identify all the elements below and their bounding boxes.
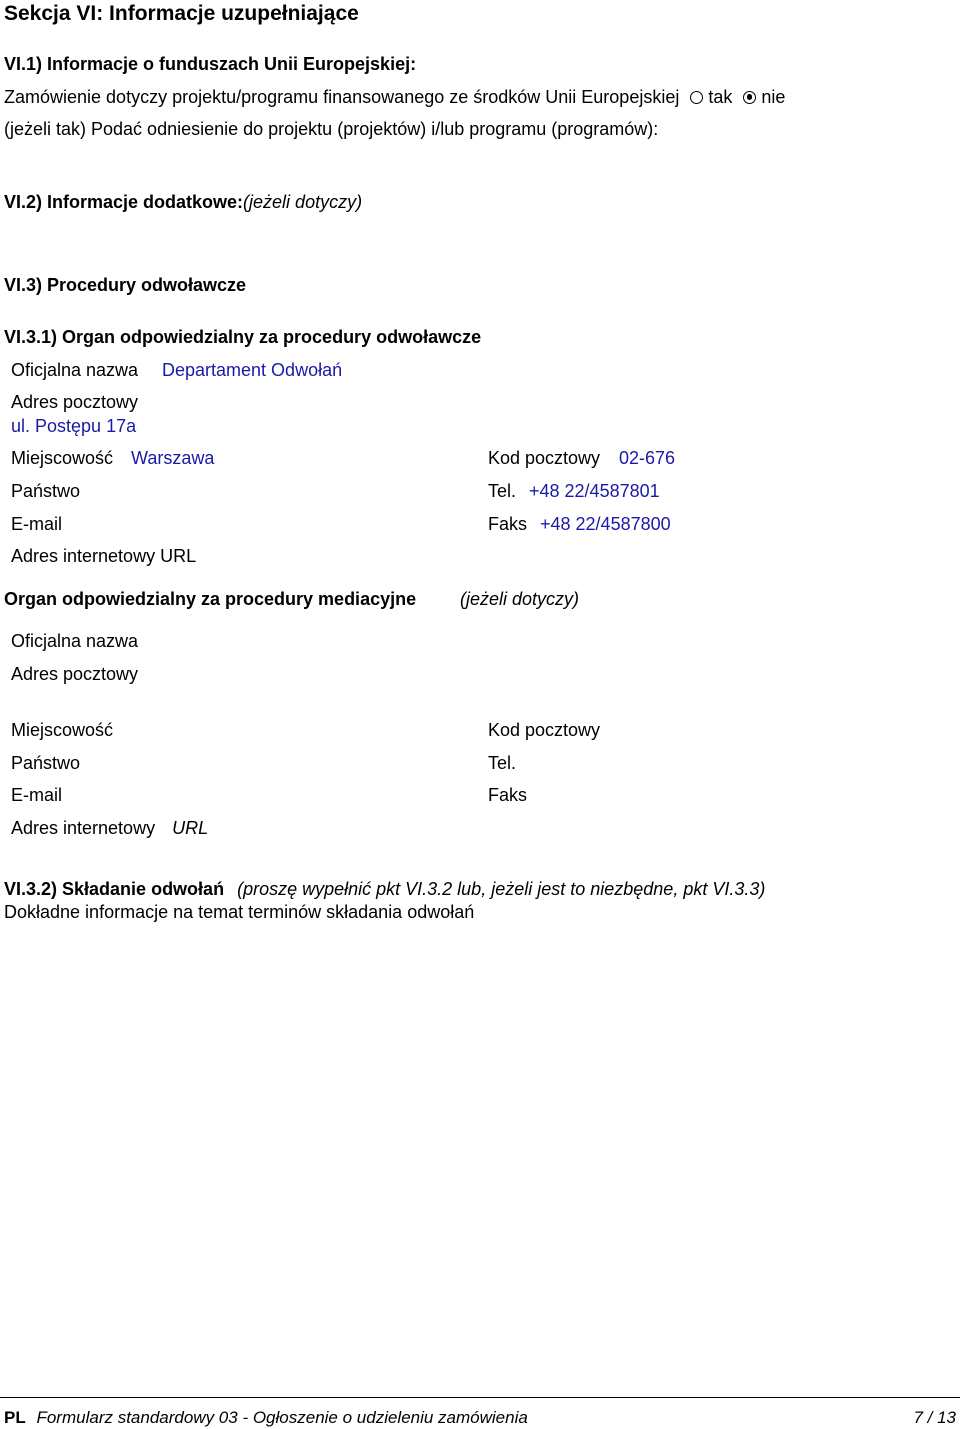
organ-phone-label: Tel.: [488, 481, 517, 501]
footer-form-name: Formularz standardowy 03 - Ogłoszenie o udzieleniu zamówienia: [36, 1408, 528, 1427]
mediation-name-label: Oficjalna nazwa: [11, 631, 139, 651]
organ-email-label: E-mail: [11, 514, 63, 534]
organ-postcode-label: Kod pocztowy: [488, 448, 601, 468]
eu-funds-question-text: Zamówienie dotyczy projektu/programu finansowanego ze środków Unii Europejskiej: [4, 87, 680, 107]
organ-name-value: Departament Odwołań: [162, 360, 343, 380]
eu-project-reference: (jeżeli tak) Podać odniesienie do projektu (projektów) i/lub programu (programów):: [4, 119, 659, 139]
mediation-fax-label: Faks: [488, 785, 528, 805]
mediation-email-label: E-mail: [11, 785, 63, 805]
appeals-heading: VI.3.2) Składanie odwołań: [4, 879, 225, 899]
mediation-url-label-text: Adres internetowy: [11, 818, 156, 838]
footer: [4, 1408, 528, 1428]
footer-lang: PL: [4, 1408, 26, 1427]
mediation-address-label: Adres pocztowy: [11, 664, 139, 684]
vi2-heading-note: (jeżeli dotyczy): [243, 192, 363, 212]
appeals-heading-note: (proszę wypełnić pkt VI.3.2 lub, jeżeli jest to niezbędne, pkt VI.3.3): [237, 879, 766, 899]
organ-name-label: Oficjalna nazwa: [11, 360, 139, 380]
organ-city-value: Warszawa: [131, 448, 215, 468]
organ-fax-label: Faks: [488, 514, 528, 534]
mediation-postcode-label: Kod pocztowy: [488, 720, 601, 740]
footer-page-number: 7 / 13: [913, 1408, 956, 1427]
organ-address-value: ul. Postępu 17a: [11, 416, 137, 436]
vi31-heading: VI.3.1) Organ odpowiedzialny za procedury odwoławcze: [4, 327, 482, 347]
radio-no[interactable]: [743, 91, 756, 104]
vi3-heading: VI.3) Procedury odwoławcze: [4, 275, 247, 295]
vi2-heading-line: [4, 192, 362, 214]
radio-yes-label: tak: [708, 87, 733, 107]
mediation-url-suffix: URL: [172, 818, 209, 838]
organ-fax-value: +48 22/4587800: [540, 514, 671, 534]
organ-postcode-value: 02-676: [619, 448, 676, 468]
section-title: Sekcja VI: Informacje uzupełniające: [4, 2, 359, 25]
radio-yes[interactable]: [690, 91, 703, 104]
organ-city-label: Miejscowość: [11, 448, 114, 468]
vi1-heading: VI.1) Informacje o funduszach Unii Europejskiej:: [4, 54, 417, 74]
mediation-url-label: [11, 818, 208, 840]
footer-divider: [0, 1397, 960, 1398]
mediation-heading: Organ odpowiedzialny za procedury mediacyjne: [4, 589, 417, 609]
mediation-heading-note: (jeżeli dotyczy): [460, 589, 580, 609]
appeals-heading-line: [4, 879, 765, 901]
mediation-country-label: Państwo: [11, 753, 81, 773]
vi2-heading: VI.2) Informacje dodatkowe:: [4, 192, 244, 212]
eu-funds-question: [4, 87, 785, 109]
organ-address-label: Adres pocztowy: [11, 392, 139, 412]
appeals-details: Dokładne informacje na temat terminów składania odwołań: [4, 902, 475, 922]
organ-phone-value: +48 22/4587801: [529, 481, 660, 501]
radio-no-label: nie: [761, 87, 786, 107]
organ-url-label: Adres internetowy URL: [11, 546, 197, 566]
mediation-phone-label: Tel.: [488, 753, 517, 773]
organ-country-label: Państwo: [11, 481, 81, 501]
mediation-city-label: Miejscowość: [11, 720, 114, 740]
